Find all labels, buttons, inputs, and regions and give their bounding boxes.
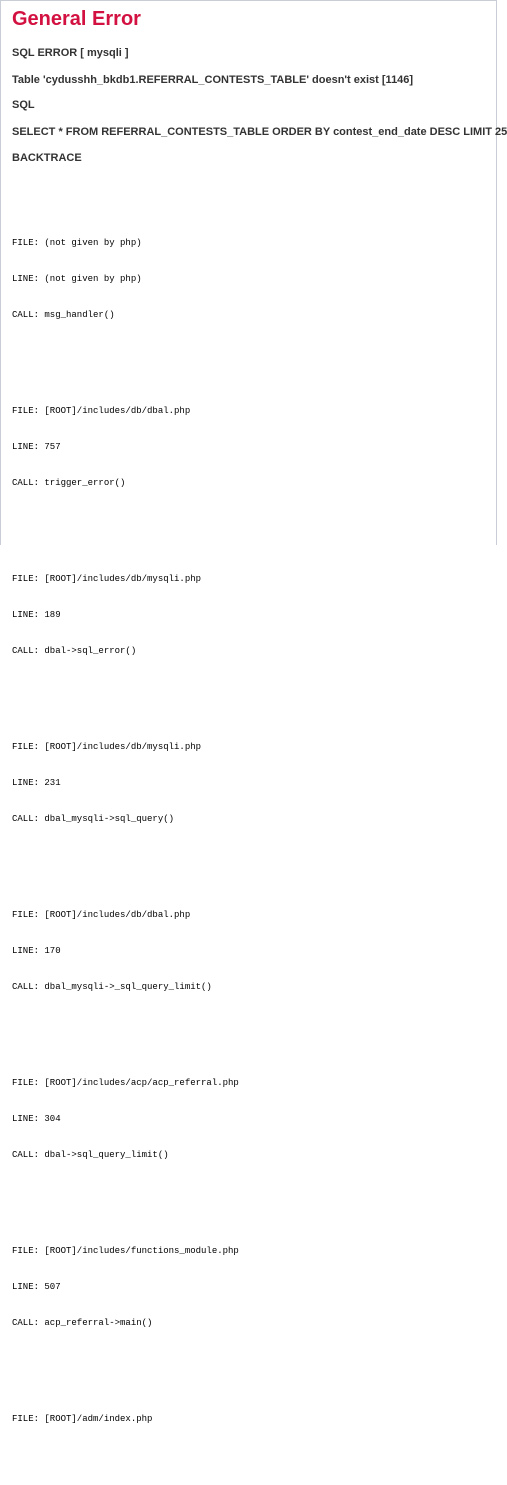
frame-line: LINE: 170: [12, 946, 61, 956]
frame-call: CALL: dbal_mysqli->sql_query(): [12, 814, 175, 824]
backtrace-list: [12, 189, 239, 1485]
frame-file: FILE: [ROOT]/adm/index.php: [12, 1414, 153, 1424]
backtrace-label: BACKTRACE: [12, 152, 82, 164]
frame-file: FILE: [ROOT]/includes/db/dbal.php: [12, 406, 191, 416]
frame-file: FILE: [ROOT]/includes/db/mysqli.php: [12, 574, 202, 584]
frame-file: FILE: (not given by php): [12, 238, 142, 248]
sql-error-label: SQL ERROR [ mysqli ]: [12, 47, 129, 59]
backtrace-frame: [12, 1053, 239, 1185]
backtrace-frame: [12, 885, 239, 1017]
backtrace-frame: [12, 1221, 239, 1353]
frame-file: FILE: [ROOT]/includes/db/dbal.php: [12, 910, 191, 920]
frame-call: CALL: dbal_mysqli->_sql_query_limit(): [12, 982, 212, 992]
frame-line: LINE: 507: [12, 1282, 61, 1292]
backtrace-frame: [12, 549, 239, 681]
frame-line: LINE: 189: [12, 610, 61, 620]
frame-call: CALL: trigger_error(): [12, 478, 126, 488]
frame-call: CALL: msg_handler(): [12, 310, 115, 320]
backtrace-frame: [12, 381, 239, 513]
sql-query: SELECT * FROM REFERRAL_CONTESTS_TABLE ORDER BY contest_end_date DESC LIMIT 25: [12, 126, 507, 138]
backtrace-frame: [12, 1389, 239, 1449]
frame-call: CALL: acp_referral->main(): [12, 1318, 153, 1328]
frame-line: LINE: 231: [12, 778, 61, 788]
frame-call: CALL: dbal->sql_error(): [12, 646, 137, 656]
frame-line: LINE: (not given by php): [12, 274, 142, 284]
backtrace-frame: [12, 213, 239, 345]
backtrace-frame: [12, 717, 239, 849]
error-title: General Error: [12, 8, 141, 30]
sql-label: SQL: [12, 99, 35, 111]
frame-file: FILE: [ROOT]/includes/db/mysqli.php: [12, 742, 202, 752]
frame-file: FILE: [ROOT]/includes/functions_module.php: [12, 1246, 239, 1256]
error-message: Table 'cydusshh_bkdb1.REFERRAL_CONTESTS_TABLE' doesn't exist [1146]: [12, 74, 414, 86]
frame-call: CALL: dbal->sql_query_limit(): [12, 1150, 169, 1160]
frame-file: FILE: [ROOT]/includes/acp/acp_referral.php: [12, 1078, 239, 1088]
frame-line: LINE: 304: [12, 1114, 61, 1124]
frame-line: LINE: 757: [12, 442, 61, 452]
